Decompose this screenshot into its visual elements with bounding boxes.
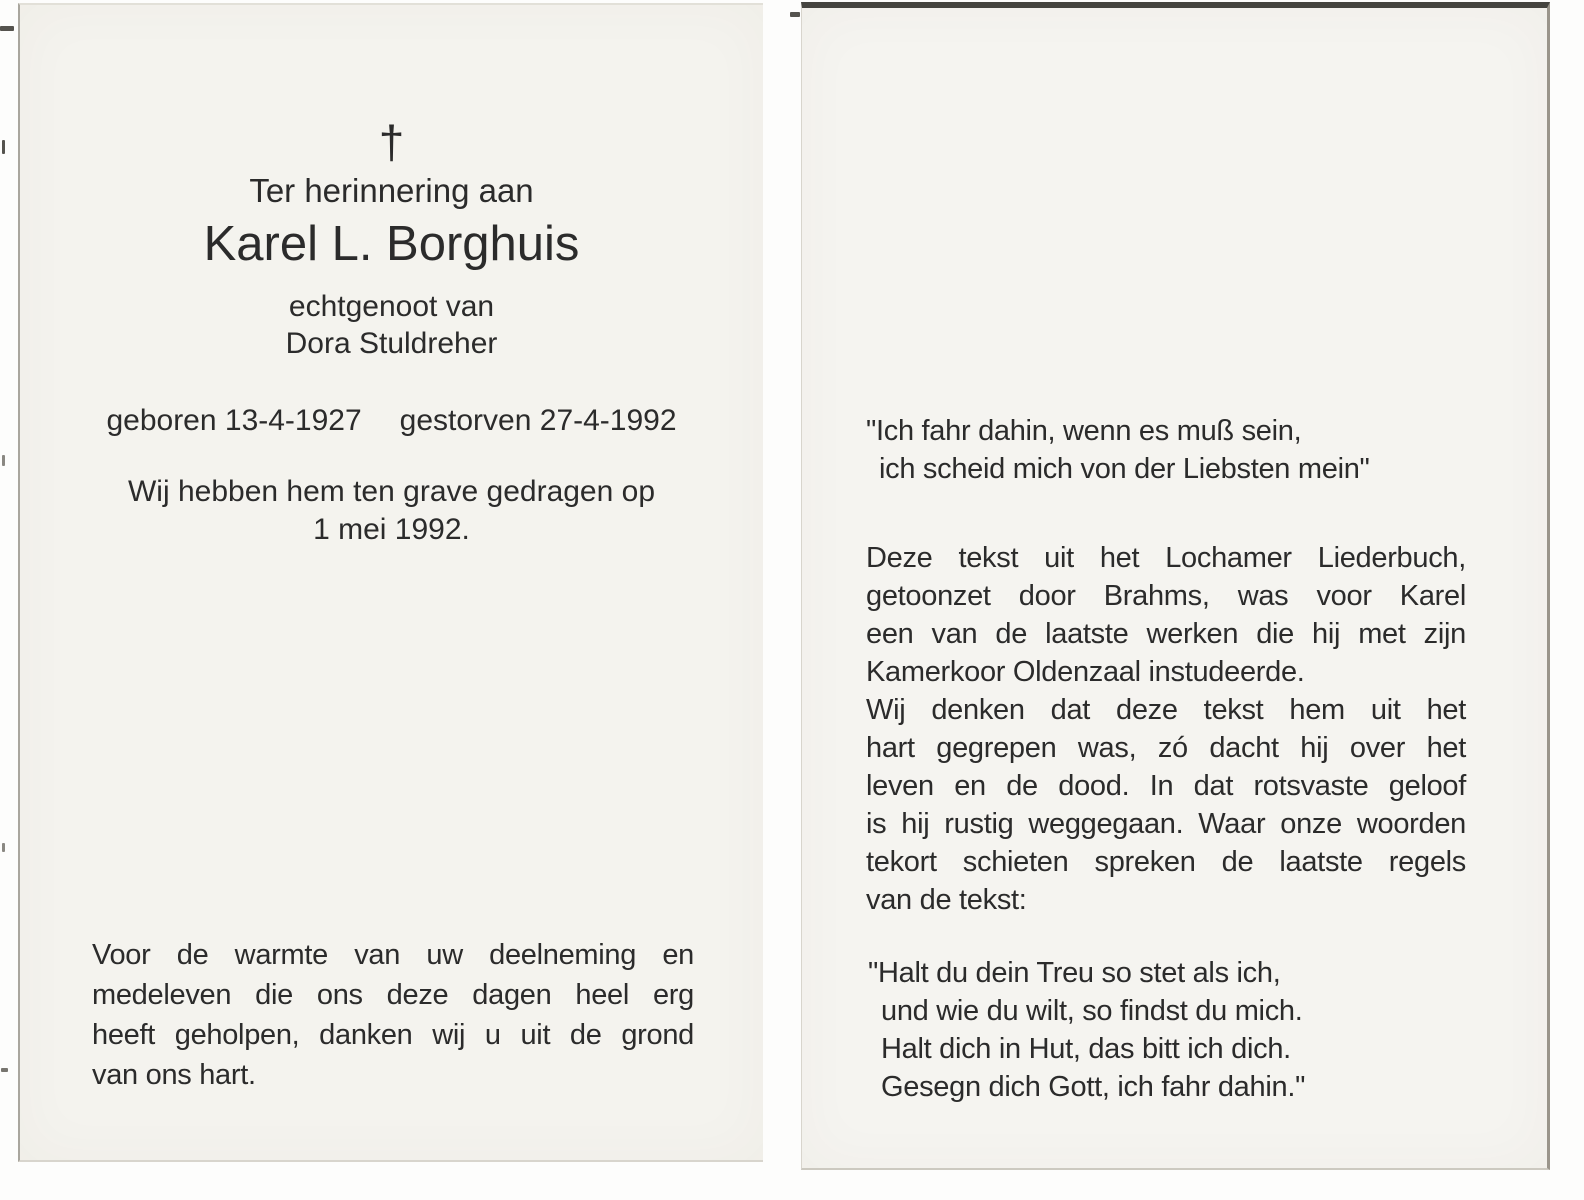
in-memoriam-heading: Ter herinnering aan: [249, 172, 534, 209]
scan-artifact: [2, 455, 5, 466]
thanks-line: Voor de warmte van uw deelneming en: [92, 939, 694, 971]
death-date: gestorven 27-4-1992: [399, 404, 677, 437]
thanks-line: medeleven die ons deze dagen heel erg: [92, 979, 694, 1011]
memorial-body-text: [866, 539, 1466, 919]
german-quote-top: [866, 412, 1370, 488]
body-line: een van de laatste werken die hij met zijn: [866, 618, 1466, 650]
quote-line: ich scheid mich von der Liebsten mein": [879, 453, 1370, 485]
deceased-name: Karel L. Borghuis: [203, 217, 580, 271]
body-paragraph-2: [866, 691, 1466, 919]
body-line: Kamerkoor Oldenzaal instudeerde.: [866, 656, 1305, 688]
quote-line: "Halt du dein Treu so stet als ich,: [868, 957, 1281, 989]
body-line: leven en de dood. In dat rotsvaste geloof: [866, 770, 1466, 802]
spouse-intro-label: echtgenoot van: [288, 290, 495, 323]
thanks-line: heeft geholpen, danken wij u uit de grond: [92, 1019, 694, 1051]
scan-artifact: [1, 1068, 8, 1072]
body-line: hart gegrepen was, zó dacht hij over het: [866, 732, 1466, 764]
quote-line: "Ich fahr dahin, wenn es muß sein,: [866, 415, 1302, 447]
thanks-paragraph: [92, 935, 694, 1095]
body-line: getoonzet door Brahms, was voor Karel: [866, 580, 1466, 612]
german-quote-bottom: [868, 954, 1305, 1106]
birth-date: geboren 13-4-1927: [106, 404, 362, 437]
body-line: Deze tekst uit het Lochamer Liederbuch,: [866, 542, 1466, 574]
memorial-card-front: [18, 3, 763, 1162]
scan-artifact: [0, 26, 14, 31]
quote-line: Halt dich in Hut, das bitt ich dich.: [881, 1033, 1291, 1065]
burial-line-1: Wij hebben hem ten grave gedragen op: [127, 475, 656, 508]
burial-statement: [20, 473, 763, 549]
spouse-name: Dora Stuldreher: [285, 327, 498, 360]
body-paragraph-1: [866, 539, 1466, 691]
thanks-line: van ons hart.: [92, 1059, 256, 1091]
scan-artifact: [2, 140, 5, 154]
cross-icon: †: [378, 116, 405, 168]
burial-line-2: 1 mei 1992.: [313, 513, 470, 546]
body-line: van de tekst:: [866, 884, 1027, 916]
body-line: tekort schieten spreken de laatste regels: [866, 846, 1466, 878]
scan-artifact: [2, 843, 5, 852]
life-dates-row: [20, 404, 763, 438]
scan-artifact: [790, 12, 800, 17]
quote-line: Gesegn dich Gott, ich fahr dahin.": [881, 1071, 1306, 1103]
memorial-card-back: [801, 2, 1550, 1170]
body-line: Wij denken dat deze tekst hem uit het: [866, 694, 1466, 726]
quote-line: und wie du wilt, so findst du mich.: [881, 995, 1303, 1027]
body-line: is hij rustig weggegaan. Waar onze woorden: [866, 808, 1466, 840]
